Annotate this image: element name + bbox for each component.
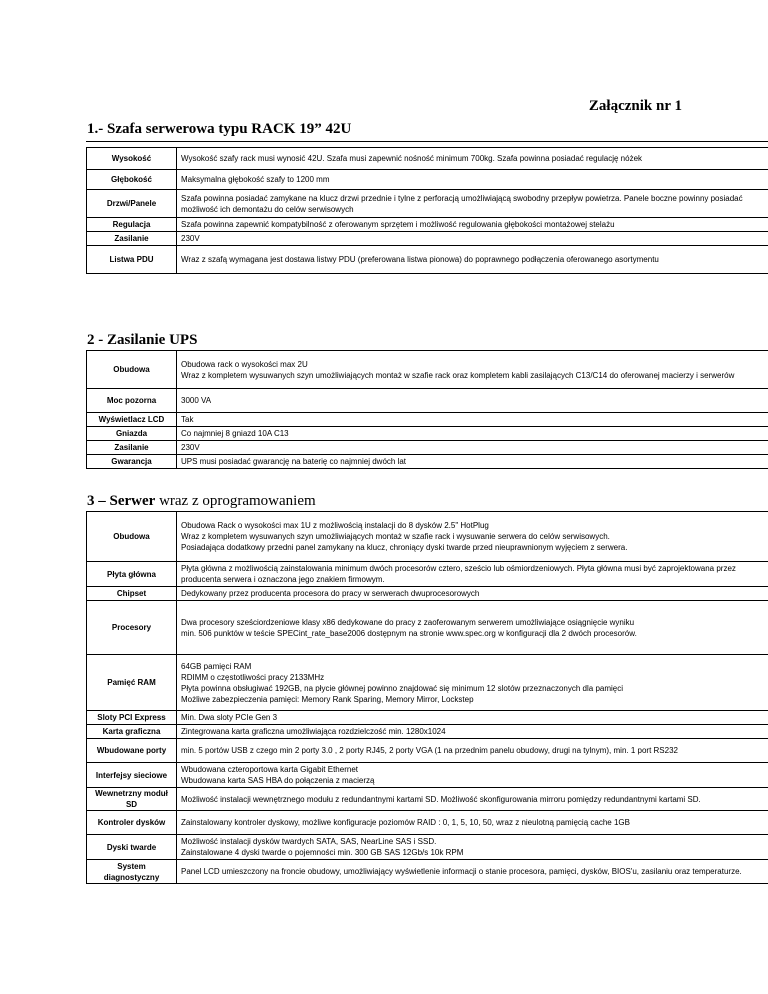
spec-value <box>177 512 768 562</box>
spec-row-procesory <box>87 601 768 655</box>
spec-label: Listwa PDU <box>87 246 177 274</box>
spec-value <box>177 788 768 811</box>
spec-value-line: min. 5 portów USB z czego min 2 porty 3.0 , 2 porty RJ45, 2 porty VGA (1 na przednim panelu obudowy, drugi na tylnym), min. 1 port RS232 <box>181 746 678 755</box>
spec-row-listwa-pdu <box>87 246 768 274</box>
spec-value-line: Możliwe zabezpieczenia pamięci: Memory Rank Sparing, Memory Mirror, Lockstep <box>181 694 474 704</box>
spec-value <box>177 739 768 763</box>
section3-title <box>87 493 316 510</box>
spec-label: Regulacja <box>87 218 177 232</box>
spec-value-line: Tak <box>181 415 194 424</box>
spec-value-line: Wbudowana czteroportowa karta Gigabit Ethernet <box>181 765 358 774</box>
spec-label: Wbudowane porty <box>87 739 177 763</box>
section2-title: 2 - Zasilanie UPS <box>87 332 198 348</box>
spec-label: Wewnetrzny moduł SD <box>87 788 177 811</box>
section1-table <box>86 147 768 274</box>
spec-row-karta-graficzna <box>87 725 768 739</box>
spec-value <box>177 218 768 232</box>
spec-row-pamiec-ram <box>87 655 768 711</box>
spec-label: Obudowa <box>87 512 177 562</box>
spec-label: Procesory <box>87 601 177 655</box>
spec-row-glebokosc <box>87 170 768 190</box>
spec-row-regulacja <box>87 218 768 232</box>
spec-label: Obudowa <box>87 351 177 389</box>
spec-value <box>177 389 768 413</box>
spec-value <box>177 711 768 725</box>
spec-value <box>177 190 768 218</box>
spec-label: Sloty PCI Express <box>87 711 177 725</box>
spec-value-line: RDIMM o częstotliwości pracy 2133MHz <box>181 672 325 682</box>
section1-title: 1.- Szafa serwerowa typu RACK 19” 42U <box>87 121 352 137</box>
spec-label: Karta graficzna <box>87 725 177 739</box>
spec-value <box>177 170 768 190</box>
spec-value-line: Panel LCD umieszczony na froncie obudowy, umożliwiający wyświetlenie informacji o stanie procesora, pamięci, dysków, BIOS'u, zasilaniu oraz temperaturze. <box>181 867 742 876</box>
attachment-label: Załącznik nr 1 <box>588 98 682 114</box>
spec-value <box>177 860 768 884</box>
spec-label: Głębokość <box>87 170 177 190</box>
spec-row-kontroler-dyskow <box>87 811 768 835</box>
spec-row-dyski-twarde <box>87 835 768 860</box>
spec-value-line: Wraz z kompletem wysuwanych szyn umożliwiających montaż w szafie rack oraz kompletem kabli zasilających C13/C14 do oferowanej macierzy i serwerów <box>181 370 735 380</box>
spec-value-line: Zintegrowana karta graficzna umożliwiająca rozdzielczość min. 1280x1024 <box>181 727 446 736</box>
section3-table <box>86 511 768 884</box>
spec-row-wbudowane-porty <box>87 739 768 763</box>
spec-label: Kontroler dysków <box>87 811 177 835</box>
spec-value-line: Płyta powinna obsługiwać 192GB, na płycie głównej powinno znajdować się minimum 12 slotów przeznaczonych dla pamięci <box>181 683 624 693</box>
spec-row-zasilanie <box>87 232 768 246</box>
spec-label: Gniazda <box>87 427 177 441</box>
spec-value-line: Szafa powinna zapewnić kompatybilność z oferowanym sprzętem i możliwość regulowania głębokości montażowej stelażu <box>181 220 615 229</box>
spec-value-line: Możliwość instalacji dysków twardych SATA, SAS, NearLine SAS i SSD. <box>181 837 437 846</box>
spec-value-line: min. 506 punktów w teście SPECint_rate_base2006 dostępnym na stronie www.spec.org w konfiguracji dla 2 dwóch procesorów. <box>181 628 637 638</box>
section1-rule <box>86 141 768 142</box>
spec-row-sloty-pci-express <box>87 711 768 725</box>
spec-value <box>177 725 768 739</box>
spec-value-line: Wbudowana karta SAS HBA do połączenia z macierzą <box>181 776 375 785</box>
section2-table <box>86 350 768 469</box>
spec-value <box>177 835 768 860</box>
spec-value <box>177 246 768 274</box>
spec-value-line: Wraz z szafą wymagana jest dostawa listwy PDU (preferowana listwa pionowa) do poprawnego podłączenia oferowanego asortymentu <box>181 255 659 264</box>
spec-value <box>177 148 768 170</box>
spec-row-gniazda <box>87 427 768 441</box>
spec-value-line: 64GB pamięci RAM <box>181 661 252 671</box>
spec-row-wewnetrzny-modul-sd <box>87 788 768 811</box>
spec-row-drzwi-panele <box>87 190 768 218</box>
spec-value-line: Wysokość szafy rack musi wynosić 42U. Szafa musi zapewnić nośność minimum 700kg. Szafa powinna posiadać regulację nóżek <box>181 154 643 163</box>
spec-value-line: Maksymalna głębokość szafy to 1200 mm <box>181 175 330 184</box>
spec-value-line: Dedykowany przez producenta procesora do pracy w serwerach dwuprocesorowych <box>181 589 480 598</box>
spec-value-line: Zainstalowane 4 dyski twarde o pojemności min. 300 GB SAS 12Gb/s 10k RPM <box>181 848 464 857</box>
spec-label: Dyski twarde <box>87 835 177 860</box>
spec-value-line: Płyta główna z możliwością zainstalowania minimum dwóch procesorów cztero, sześcio lub ośmiordzeniowych. Płyta główna musi być zaprojektowana przez producenta serwera i oznaczona jego znakiem firmowym. <box>181 564 736 584</box>
spec-value <box>177 562 768 587</box>
spec-value-line: Szafa powinna posiadać zamykane na klucz drzwi przednie i tylne z perforacją umożliwiającą swobodny przepływ powietrza. Panele boczne powinny posiadać możliwość ich demontażu do celów serwisowych <box>181 193 743 214</box>
spec-value <box>177 455 768 469</box>
spec-label: Chipset <box>87 587 177 601</box>
spec-row-plyta-glowna <box>87 562 768 587</box>
spec-value <box>177 441 768 455</box>
spec-value <box>177 763 768 788</box>
spec-label: Drzwi/Panele <box>87 190 177 218</box>
spec-row-system-diagnostyczny <box>87 860 768 884</box>
spec-value-line: Obudowa Rack o wysokości max 1U z możliwością instalacji do 8 dysków 2.5" HotPlug <box>181 521 489 530</box>
spec-value <box>177 655 768 711</box>
section3-title-rest: wraz z oprogramowaniem <box>155 493 316 509</box>
spec-value-line: Możliwość instalacji wewnętrznego modułu z redundantnymi kartami SD. Możliwość skonfigurowania mirroru pomiędzy redundantnymi kartami SD. <box>181 794 701 804</box>
spec-label: Płyta główna <box>87 562 177 587</box>
spec-label: Moc pozorna <box>87 389 177 413</box>
spec-value <box>177 587 768 601</box>
spec-value-line: Min. Dwa sloty PCIe Gen 3 <box>181 713 278 722</box>
spec-label: System diagnostyczny <box>87 860 177 884</box>
spec-value <box>177 351 768 389</box>
section3-title-main: 3 – Serwer <box>87 493 156 509</box>
spec-value <box>177 811 768 835</box>
spec-value-line: Zainstalowany kontroler dyskowy, możliwe konfiguracje poziomów RAID : 0, 1, 5, 10, 50, wraz z nieulotną pamięcią cache 1GB <box>181 818 630 827</box>
spec-value-line: 3000 VA <box>181 396 212 405</box>
spec-value-line: Wraz z kompletem wysuwanych szyn umożliwiających montaż w szafie rack i wysuwanie serwera do celów serwisowych. <box>181 532 610 541</box>
spec-row-interfejsy-sieciowe <box>87 763 768 788</box>
spec-value-line: 230V <box>181 234 200 243</box>
spec-row-gwarancja <box>87 455 768 469</box>
spec-value <box>177 232 768 246</box>
spec-label: Wyświetlacz LCD <box>87 413 177 427</box>
spec-row-zasilanie <box>87 441 768 455</box>
spec-value-line: 230V <box>181 443 200 452</box>
spec-value <box>177 413 768 427</box>
spec-row-wyswietlacz-lcd <box>87 413 768 427</box>
spec-row-obudowa <box>87 512 768 562</box>
spec-label: Pamięć RAM <box>87 655 177 711</box>
spec-value-line: Co najmniej 8 gniazd 10A C13 <box>181 429 289 438</box>
spec-label: Gwarancja <box>87 455 177 469</box>
spec-row-chipset <box>87 587 768 601</box>
spec-value <box>177 601 768 655</box>
spec-label: Wysokość <box>87 148 177 170</box>
spec-row-moc-pozorna <box>87 389 768 413</box>
spec-value-line: Obudowa rack o wysokości max 2U <box>181 359 308 369</box>
spec-row-wysokosc <box>87 148 768 170</box>
spec-value-line: UPS musi posiadać gwarancję na baterię co najmniej dwóch lat <box>181 457 407 466</box>
spec-label: Zasilanie <box>87 232 177 246</box>
spec-row-obudowa <box>87 351 768 389</box>
spec-value <box>177 427 768 441</box>
spec-label: Interfejsy sieciowe <box>87 763 177 788</box>
spec-value-line: Dwa procesory sześciordzeniowe klasy x86 dedykowane do pracy z zaoferowanym serwerem umożliwiające osiągnięcie wyniku <box>181 617 635 627</box>
spec-label: Zasilanie <box>87 441 177 455</box>
spec-value-line: Posiadająca dodatkowy przedni panel zamykany na klucz, chroniący dyski twarde przed nieuprawnionym wyjęciem z serwera. <box>181 543 628 552</box>
